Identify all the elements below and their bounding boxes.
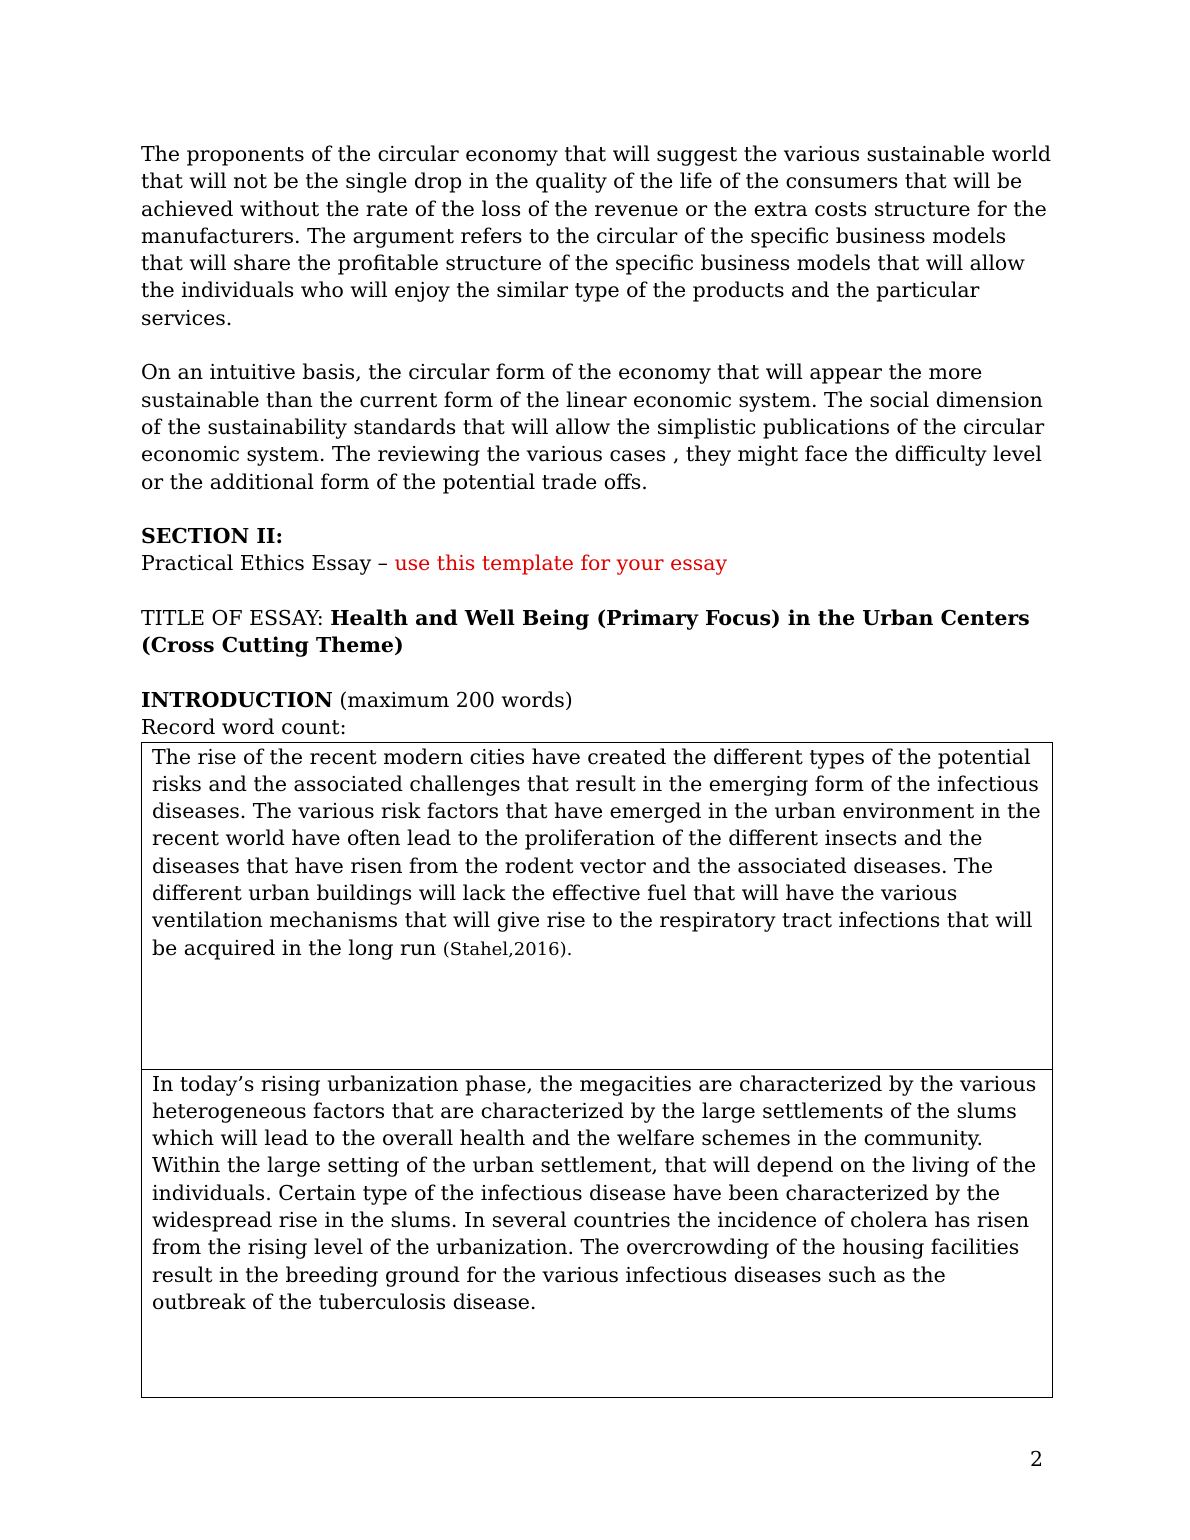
- introduction-heading: INTRODUCTION: [141, 687, 333, 712]
- second-text-box[interactable]: [141, 1070, 1053, 1398]
- introduction-word-limit: (maximum 200 words): [332, 687, 573, 712]
- introduction-text-box[interactable]: [141, 742, 1053, 1070]
- page-number: 2: [1030, 1447, 1044, 1471]
- essay-title-label: TITLE OF ESSAY:: [141, 606, 331, 631]
- citation: (Stahel,2016).: [442, 938, 573, 960]
- spacer: [141, 332, 1053, 359]
- paragraph-intuitive-basis: On an intuitive basis, the circular form of the economy that will appear the more sustainable than the current form of the linear economic system. The social dimension of the sustainability standards that will allow the simplistic publications of the circular economic system. The reviewing the various cases , they might face the difficulty level or the additional form of the potential trade offs.: [141, 360, 1045, 494]
- introduction-heading-line: [141, 687, 1053, 714]
- paragraph-circular-economy: The proponents of the circular economy that will suggest the various sustainable world that will not be the single drop in the quality of the life of the consumers that will be achieved without the rate of the loss of the revenue or the extra costs structure for the manufacturers. The argument refers to the circular of the specific business models that will share the profitable structure of the specific business models that will allow the individuals who will enjoy the similar type of the products and the particular services.: [141, 142, 1051, 330]
- template-note: use this template for your essay: [394, 551, 728, 576]
- introduction-text: The rise of the recent modern cities have created the different types of the potential risks and the associated challenges that result in the emerging form of the infectious diseases. The various risk factors that have emerged in the urban environment in the recent world have often lead to the proliferation of the different insects and the diseases that have risen from the rodent vector and the associated diseases. The different urban buildings will lack the effective fuel that will have the various ventilation mechanisms that will give rise to the respiratory tract infections that will be acquired in the long run: [152, 744, 1041, 960]
- second-box-text: In today’s rising urbanization phase, the megacities are characterized by the various heterogeneous factors that are characterized by the large settlements of the slums which will lead to the overall health and the welfare schemes in the community. Within the large setting of the urban settlement, that will depend on the living of the individuals. Certain type of the infectious disease have been characterized by the widespread rise in the slums. In several countries the incidence of cholera has risen from the rising level of the urbanization. The overcrowding of the housing facilities result in the breeding ground for the various infectious diseases such as the outbreak of the tuberculosis disease.: [152, 1071, 1037, 1314]
- essay-label-line: [141, 550, 1053, 577]
- section-heading: SECTION II:: [141, 524, 284, 549]
- essay-title: Health and Well Being (Primary Focus) in the Urban Centers (Cross Cutting Theme): [141, 606, 1030, 658]
- document-body: [141, 141, 1053, 1398]
- spacer: [141, 660, 1053, 687]
- essay-label: Practical Ethics Essay –: [141, 551, 395, 576]
- spacer: [141, 578, 1053, 605]
- essay-title-line: [141, 605, 1053, 660]
- spacer: [141, 496, 1053, 523]
- word-count-label: Record word count:: [141, 715, 347, 740]
